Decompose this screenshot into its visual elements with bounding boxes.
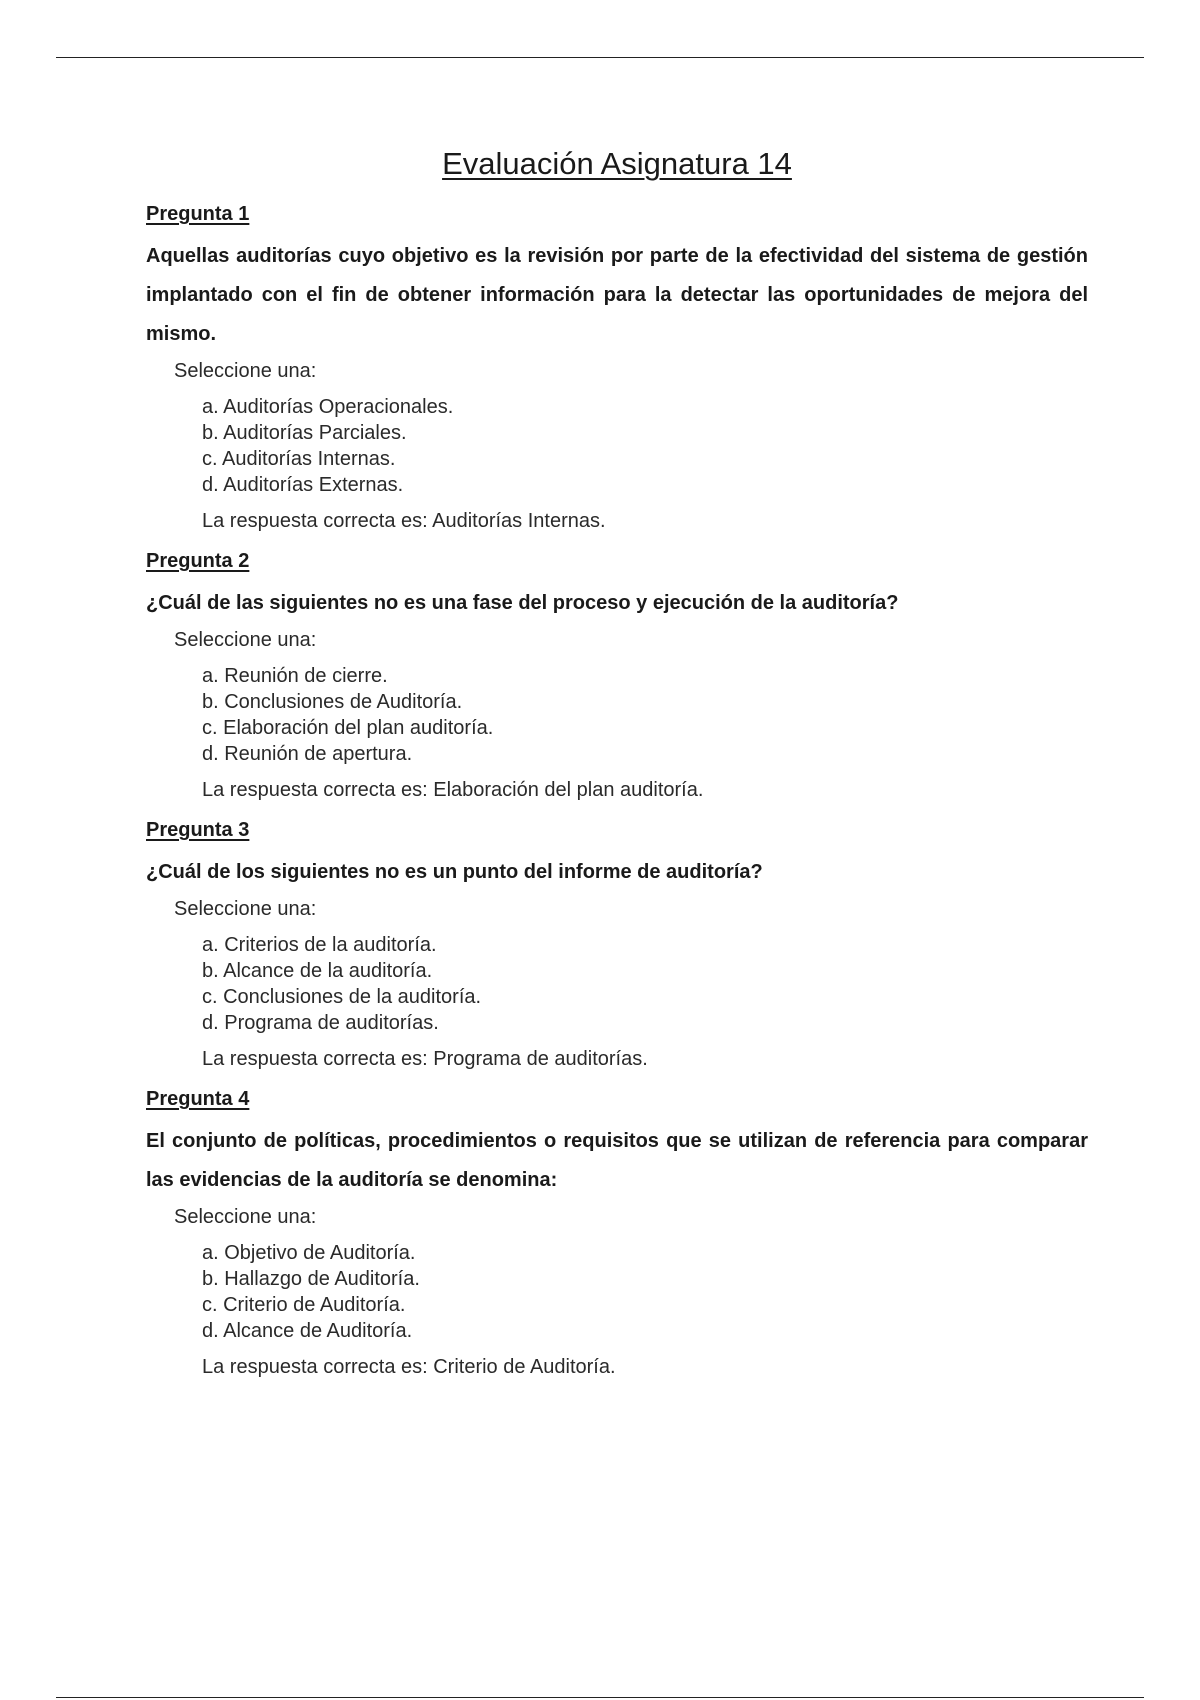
question-heading: Pregunta 3 — [146, 819, 250, 841]
question-text: Aquellas auditorías cuyo objetivo es la revisión por parte de la efectividad del sistema de gestión implantado con el fin de obtener información para la detectar las oportunidades de mejora del mismo. — [146, 245, 1088, 345]
option-d: d. Programa de auditorías. — [202, 1012, 439, 1034]
question-2 — [146, 547, 1088, 804]
options-list — [202, 394, 1088, 498]
question-text: ¿Cuál de las siguientes no es una fase del proceso y ejecución de la auditoría? — [146, 592, 899, 614]
question-4 — [146, 1085, 1088, 1381]
option-a: a. Objetivo de Auditoría. — [202, 1242, 416, 1264]
option-c: c. Auditorías Internas. — [202, 448, 396, 470]
option-c: c. Conclusiones de la auditoría. — [202, 986, 482, 1008]
question-heading: Pregunta 1 — [146, 203, 250, 225]
option-a: a. Criterios de la auditoría. — [202, 934, 437, 956]
question-prompt: Seleccione una: — [174, 898, 317, 920]
correct-answer: La respuesta correcta es: Auditorías Internas. — [202, 510, 606, 532]
question-heading: Pregunta 2 — [146, 550, 250, 572]
options-list — [202, 663, 1088, 767]
options-list — [202, 1240, 1088, 1344]
option-b: b. Auditorías Parciales. — [202, 422, 407, 444]
question-prompt: Seleccione una: — [174, 1206, 317, 1228]
question-text: El conjunto de políticas, procedimientos o requisitos que se utilizan de referencia para comparar las evidencias de la auditoría se denomina: — [146, 1130, 1088, 1191]
header-rule — [56, 57, 1144, 58]
question-3 — [146, 816, 1088, 1073]
question-1 — [146, 200, 1088, 535]
option-d: d. Auditorías Externas. — [202, 474, 404, 496]
option-b: b. Alcance de la auditoría. — [202, 960, 433, 982]
correct-answer: La respuesta correcta es: Programa de auditorías. — [202, 1048, 648, 1070]
question-prompt: Seleccione una: — [174, 360, 317, 382]
document-title: Evaluación Asignatura 14 — [442, 146, 792, 181]
question-prompt: Seleccione una: — [174, 629, 317, 651]
option-d: d. Reunión de apertura. — [202, 743, 413, 765]
option-b: b. Conclusiones de Auditoría. — [202, 691, 463, 713]
correct-answer: La respuesta correcta es: Elaboración del plan auditoría. — [202, 779, 704, 801]
correct-answer: La respuesta correcta es: Criterio de Auditoría. — [202, 1356, 616, 1378]
options-list — [202, 932, 1088, 1036]
option-a: a. Reunión de cierre. — [202, 665, 388, 687]
option-d: d. Alcance de Auditoría. — [202, 1320, 413, 1342]
footer-rule — [56, 1697, 1144, 1698]
question-text: ¿Cuál de los siguientes no es un punto del informe de auditoría? — [146, 861, 763, 883]
option-c: c. Criterio de Auditoría. — [202, 1294, 406, 1316]
document-body — [146, 142, 1088, 1393]
option-a: a. Auditorías Operacionales. — [202, 396, 454, 418]
option-c: c. Elaboración del plan auditoría. — [202, 717, 494, 739]
option-b: b. Hallazgo de Auditoría. — [202, 1268, 420, 1290]
question-heading: Pregunta 4 — [146, 1088, 250, 1110]
